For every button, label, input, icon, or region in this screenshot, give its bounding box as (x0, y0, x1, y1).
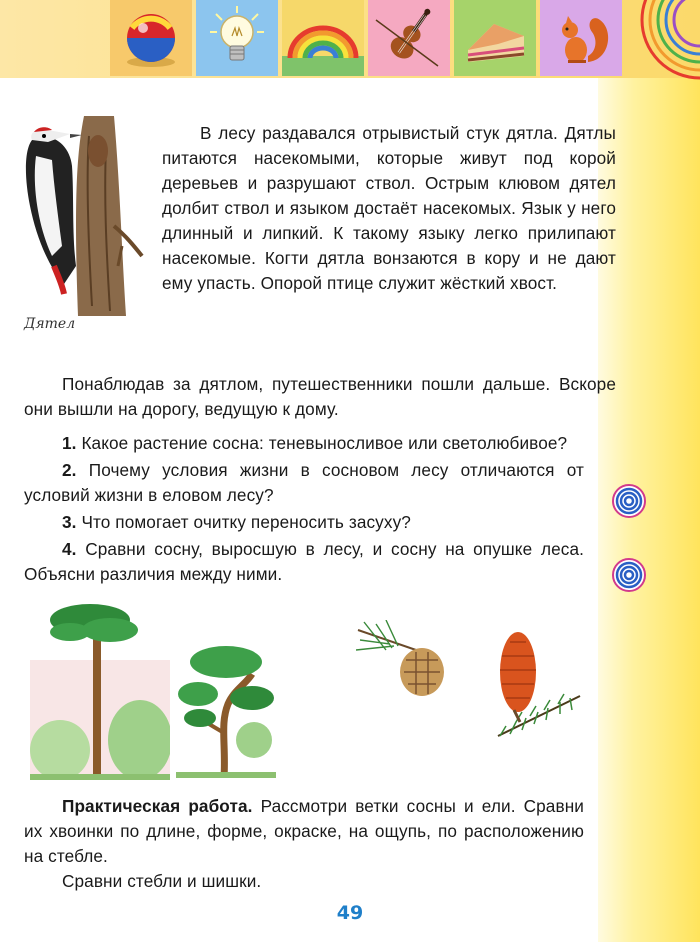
question-2-number: 2. (62, 460, 77, 480)
squirrel-icon (540, 0, 622, 76)
questions-list (24, 431, 584, 587)
pine-cone-branch-illustration (356, 620, 452, 702)
ball-icon (110, 0, 192, 76)
spiral-marker-icon (612, 484, 646, 518)
practical-text: Рассмотри ветки сосны и ели. Сравни их хвоинки по длине, форме, окраске, на ощупь, по расположению на стебле. (24, 796, 584, 866)
question-1-text: Какое растение сосна: теневыносливое или светолюбивое? (81, 433, 568, 453)
cake-icon (454, 0, 536, 76)
question-2 (24, 458, 584, 508)
woodpecker-paragraph: В лесу раздавался отрывистый стук дятла. Дятлы питаются насекомыми, которые живут под корой деревьев и разрушают ствол. Острым клювом дятел долбит ствол и языком достаёт насекомых. Язык у него длинный и липкий. К такому языку легко прилипают насекомые. Когти дятла вонзаются в кору и не дают ему упасть. Опорой птице служит жёсткий хвост. (162, 123, 616, 293)
story-paragraph: Понаблюдав за дятлом, путешественники пошли дальше. Вскоре они вышли на дорогу, ведущую к дому. (24, 374, 616, 419)
page-number: 49 (336, 902, 364, 924)
forest-pine-illustration (30, 600, 170, 780)
question-1-number: 1. (62, 433, 77, 453)
practical-work-section (24, 794, 584, 894)
spruce-cone-branch-illustration (486, 626, 582, 746)
practical-title: Практическая работа. (62, 796, 253, 816)
spiral-marker-icon (612, 558, 646, 592)
edge-pine-illustration (176, 644, 276, 778)
practical-paragraph (24, 794, 584, 869)
question-3 (24, 510, 584, 535)
question-3-text: Что помогает очитку переносить засуху? (81, 512, 411, 532)
lightbulb-icon (196, 0, 278, 76)
woodpecker-caption: Дятел (24, 316, 76, 332)
question-1 (24, 431, 584, 456)
question-4 (24, 537, 584, 587)
question-2-text: Почему условия жизни в сосновом лесу отличаются от условий жизни в еловом лесу? (24, 460, 584, 505)
header-band (0, 0, 700, 78)
rainbow-icon (282, 0, 364, 76)
question-4-text: Сравни сосну, выросшую в лесу, и сосну на опушке леса. Объясни различия между ними. (24, 539, 584, 584)
violin-icon (368, 0, 450, 76)
practical-text-2: Сравни стебли и шишки. (62, 871, 262, 891)
decorative-rings-icon (638, 0, 700, 110)
question-3-number: 3. (62, 512, 77, 532)
question-4-number: 4. (62, 539, 77, 559)
woodpecker-illustration (14, 116, 152, 316)
